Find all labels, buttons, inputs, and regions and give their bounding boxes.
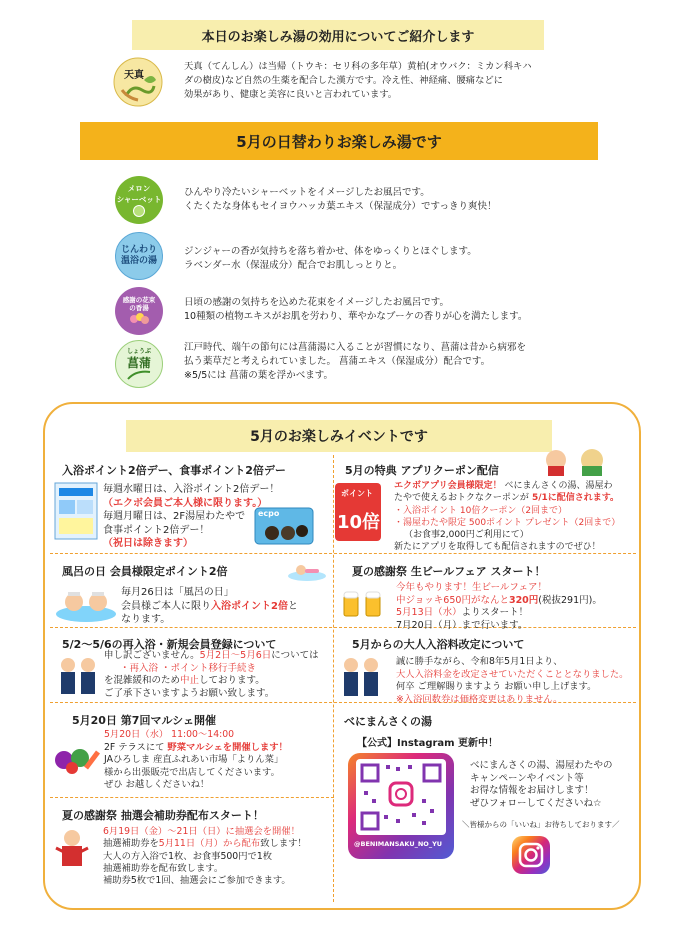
points-title: 入浴ポイント2倍デー、食事ポイント2倍デー <box>62 464 286 477</box>
instagram-handle: @BENIMANSAKU_NO_YU <box>354 840 443 848</box>
may-banner: 5月の日替わりお楽しみ湯です <box>80 122 598 160</box>
furo-body: 毎月26日は「風呂の日」 会員様ご本人に限り入浴ポイント2倍と なります。 <box>121 587 298 625</box>
top-banner: 本日のお楽しみ湯の効用についてご紹介します <box>132 20 544 50</box>
beer-title: 夏の感謝祭 生ビールフェア スタート！ <box>352 565 546 578</box>
coupon-body: エクボアプリ会員様限定！ べにまんさくの湯、湯屋わ たやで使えるおトクなクーポンが 5/1に配信されます。 ・入浴ポイント 10倍クーポン（2回まで） ・湯屋わたや限定 500ポイント プレゼント（2回まで） （お食事2,000円ご利用にて） 新たにアプリを取得しても配信されますのでぜひ！ <box>394 481 621 553</box>
reentry-title: 5/2～5/6の再入浴・新規会員登録について <box>62 638 277 651</box>
bath-desc: 日頃の感謝の気持ちを込めた花束をイメージしたお風呂です。 10種類の植物エキスがお肌を労わり、華やかなブーケの香りが心を満たします。 <box>184 297 528 322</box>
bath-people-icon <box>54 584 118 622</box>
ginger-bath-icon: じんわり 温浴の湯 <box>115 232 163 280</box>
divider <box>50 797 334 798</box>
reentry-body: 申し訳ございません。5月2日～5月6日については ・再入浴 ・ポイント移行手続き を混雑緩和のため中止しております。 ご了承下さいますようお願い致します。 <box>104 650 319 699</box>
price-title: 5月からの大人入浴料改定について <box>352 638 525 651</box>
point-badge-value: 10倍 <box>337 512 381 533</box>
points-body: 毎週水曜日は、入浴ポイント2倍デー！ （エクボ会員ご本人様に限ります。） 毎週月曜日は、2F湯屋わたやで 食事ポイント2倍デー！ （祝日は除きます） <box>103 484 280 549</box>
instagram-desc: べにまんさくの湯、湯屋わたやの キャンペーンやイベント等 お得な情報をお届けします！ ぜひフォローしてくださいね☆ <box>470 760 613 809</box>
instagram-icon[interactable] <box>512 836 550 874</box>
staff-bow-icon <box>340 656 382 698</box>
bath-desc: ジンジャーの香が気持ちを落ち着かせ、体をゆっくりとほぐします。 ラベンダー水（保湿成分）配合でお肌しっとりと。 <box>184 246 477 271</box>
divider <box>333 455 334 902</box>
lottery-body: 6月19日（金）～21日（日）に抽選会を開催！ 抽選補助券を5月11日（月）から配布致します！ 大人の方入浴で1枚、お食事500円で1枚 抽選補助券を配布致します。 補助券5枚で1回、抽選会にご参加できます。 <box>103 826 307 887</box>
lottery-person-icon <box>52 828 92 868</box>
instagram-official: 【公式】Instagram 更新中！ <box>357 738 499 749</box>
vegetables-icon <box>52 740 100 774</box>
marche-title: 5月20日 第7回マルシェ開催 <box>72 714 216 727</box>
event-banner: 5月のお楽しみイベントです <box>126 420 552 452</box>
bath-desc: ひんやり冷たいシャーベットをイメージしたお風呂です。 くたくたな身体もセイヨウハッカ葉エキス（保湿成分）ですっきり爽快！ <box>184 187 497 212</box>
shobu-bath-icon: しょうぶ 菖蒲 <box>115 340 163 388</box>
instagram-title: べにまんさくの湯 <box>344 715 432 728</box>
swimmer-icon <box>287 560 327 582</box>
lottery-title: 夏の感謝祭 抽選会補助券配布スタート！ <box>62 809 264 822</box>
tenshin-desc: 天真（てんしん）は当帰（トウキ：セリ科の多年草）黄柏(オウバク：ミカン科キハ ダの樹皮)など自然の生薬を配合した漢方です。冷え性、神経痛、腰痛などに 効果があり、健康と美容に良いと言われています。 <box>184 61 532 100</box>
beer-mugs-icon <box>340 586 386 620</box>
staff-icon <box>56 656 100 696</box>
bouquet-bath-icon: 感謝の花束 の香湯 <box>115 287 163 335</box>
marche-body: 5月20日（水） 11:00～14:00 2F テラスにて 野菜マルシェを開催します！ JAひろしま 産直ふれあい市場「よりん菜」 様から出張販売で出店してくださいます。 ぜひ お越しくださいね！ <box>104 729 288 790</box>
qr-inner <box>356 759 446 835</box>
beer-body: 今年もやります！生ビールフェア！ 中ジョッキ650円がなんと320円(税抜291円)。 5月13日（水）よりスタート！ 7月20日（月）まで行います。 <box>396 582 602 631</box>
instagram-likes: ＼皆様からの「いいね」お待ちしております／ <box>462 820 620 829</box>
coupon-title: 5月の特典 アプリクーポン配信 <box>345 464 499 477</box>
leaflet-icon <box>54 482 98 540</box>
point-badge-label: ポイント <box>341 489 373 498</box>
tenshin-icon <box>112 56 164 108</box>
price-body: 誠に勝手ながら、令和8年5月1日より、 大人入浴料金を改定させていただくこととなりました。 何卒 ご理解賜りますよう お願い申し上げます。 ※入浴回数券は価格変更はありません。 <box>396 656 629 705</box>
ecpo-card-text: ecpo <box>258 509 280 518</box>
melon-sherbet-icon: メロン シャーベット <box>115 176 163 224</box>
bath-desc: 江戸時代、端午の節句には菖蒲湯に入ることが習慣になり、菖蒲は昔から病邪を 払う薬草だと考えられていました。 菖蒲エキス（保湿成分）配合です。 ※5/5には 菖蒲の葉を浮かべます。 <box>184 342 527 381</box>
tenshin-label: 天真 <box>124 70 144 81</box>
furo-title: 風呂の日 会員様限定ポイント2倍 <box>62 565 228 578</box>
mascot-icon <box>540 446 612 476</box>
